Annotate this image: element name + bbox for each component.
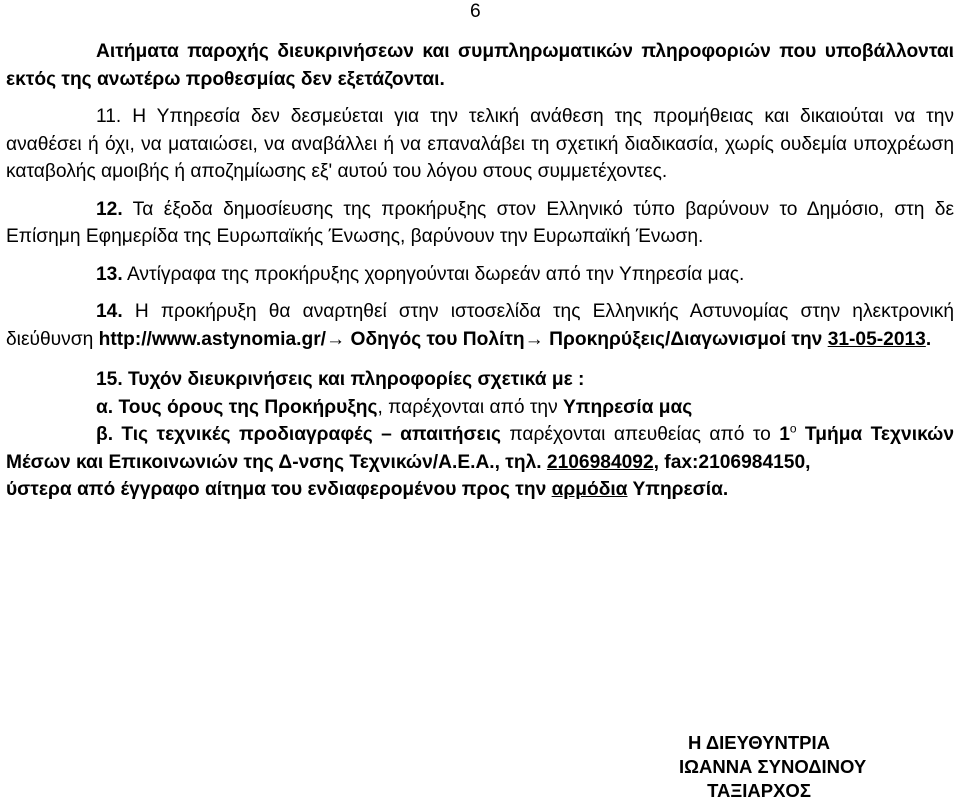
paragraph-11 xyxy=(6,103,954,186)
intro-text: Αιτήματα παροχής διευκρινήσεων και συμπληρωματικών πληροφοριών που υποβάλλονται εκτός της ανωτέρω προθεσμίας δεν εξετάζονται. xyxy=(6,41,954,90)
arrow-right-icon: → xyxy=(524,328,544,350)
paragraph-13-text: Αντίγραφα της προκήρυξης χορηγούνται δωρεάν από την Υπηρεσία μας. xyxy=(122,263,745,285)
paragraph-14 xyxy=(6,298,954,353)
paragraph-15-a-bold: α. Τους όρους της Προκήρυξης xyxy=(96,396,378,418)
signature-title: Η ΔΙΕΥΘΥΝΤΡΙΑ xyxy=(688,732,830,753)
paragraph-15-a xyxy=(6,394,954,422)
signature-rank: ΤΑΞΙΑΡΧΟΣ xyxy=(707,780,811,801)
paragraph-14-end: . xyxy=(925,328,932,350)
paragraph-15-b-rest: Τμήμα Τεχνικών Μέσων και Επικοινωνιών της Δ-νσης Τεχνικών/Α.Ε.Α., τηλ. xyxy=(6,424,955,473)
paragraph-15-heading-text: 15. Τυχόν διευκρινήσεις και πληροφορίες σχετικά με : xyxy=(96,369,585,390)
paragraph-15-last-a: ύστερα από έγγραφο αίτημα του ενδιαφερομένου προς την xyxy=(6,479,552,500)
paragraph-15-b xyxy=(6,421,954,476)
paragraph-13 xyxy=(6,261,954,289)
paragraph-15-last xyxy=(6,476,954,504)
paragraph-14-text: Η προκήρυξη θα αναρτηθεί στην ιστοσελίδα της Ελληνικής Αστυνομίας στην ηλεκτρονική διεύθυνση xyxy=(6,301,954,350)
paragraph-12-text: Τα έξοδα δημοσίευσης της προκήρυξης στον Ελληνικό τύπο βαρύνουν το Δημόσιο, στη δε Επίσημη Εφημερίδα της Ευρωπαϊκής Ένωσης, βαρύνουν την Ευρωπαϊκή Ένωση. xyxy=(6,198,954,247)
paragraph-12-number: 12. xyxy=(96,198,123,220)
paragraph-11-number: 11. xyxy=(96,106,122,127)
arrow-right-icon: → xyxy=(326,328,346,350)
paragraph-15-b-num: 1 xyxy=(779,424,790,445)
paragraph-15-last-underlined: αρμόδια xyxy=(551,479,628,500)
paragraph-15-a-normal: , παρέχονται από την xyxy=(377,396,563,418)
paragraph-15-last-b: Υπηρεσία. xyxy=(627,479,729,500)
paragraph-11-text: Η Υπηρεσία δεν δεσμεύεται για την τελική ανάθεση της προμήθειας και δικαιούται να την αναθέσει ή όχι, να ματαιώσει, να αναβάλλει ή να επαναλάβει τη σχετική διαδικασία, χωρίς ουδεμία υποχρέωση καταβολής αμοιβής ή αποζημίωσης εξ' αυτού του λόγου στους συμμετέχοντες. xyxy=(6,106,954,182)
page-number: 6 xyxy=(470,1,481,22)
paragraph-14-number: 14. xyxy=(96,301,123,322)
website-url[interactable]: http://www.astynomia.gr/ xyxy=(98,328,327,350)
paragraph-15-b-bold: β. Τις τεχνικές προδιαγραφές – απαιτήσεις xyxy=(96,424,502,445)
posting-date: 31-05-2013 xyxy=(827,328,926,350)
document-body xyxy=(6,38,954,504)
paragraph-13-number: 13. xyxy=(96,263,123,285)
signature-name: ΙΩΑΝΝΑ ΣΥΝΟΔΙΝΟΥ xyxy=(679,756,867,777)
fax-number: fax:2106984150, xyxy=(658,451,811,473)
intro-paragraph xyxy=(6,38,954,93)
paragraph-15-heading xyxy=(6,366,954,394)
paragraph-12 xyxy=(6,196,954,251)
paragraph-15-a-bold2: Υπηρεσία μας xyxy=(563,396,693,418)
phone-number: 2106984092, xyxy=(546,451,659,473)
citizen-guide-text: Οδηγός του Πολίτη xyxy=(345,328,525,350)
signature-block xyxy=(679,731,867,803)
tenders-path-text: Προκηρύξεις/Διαγωνισμοί την xyxy=(543,328,828,350)
paragraph-15-b-normal: παρέχονται απευθείας από το xyxy=(501,424,780,445)
paragraph-15-b-sup: ο xyxy=(789,421,797,436)
